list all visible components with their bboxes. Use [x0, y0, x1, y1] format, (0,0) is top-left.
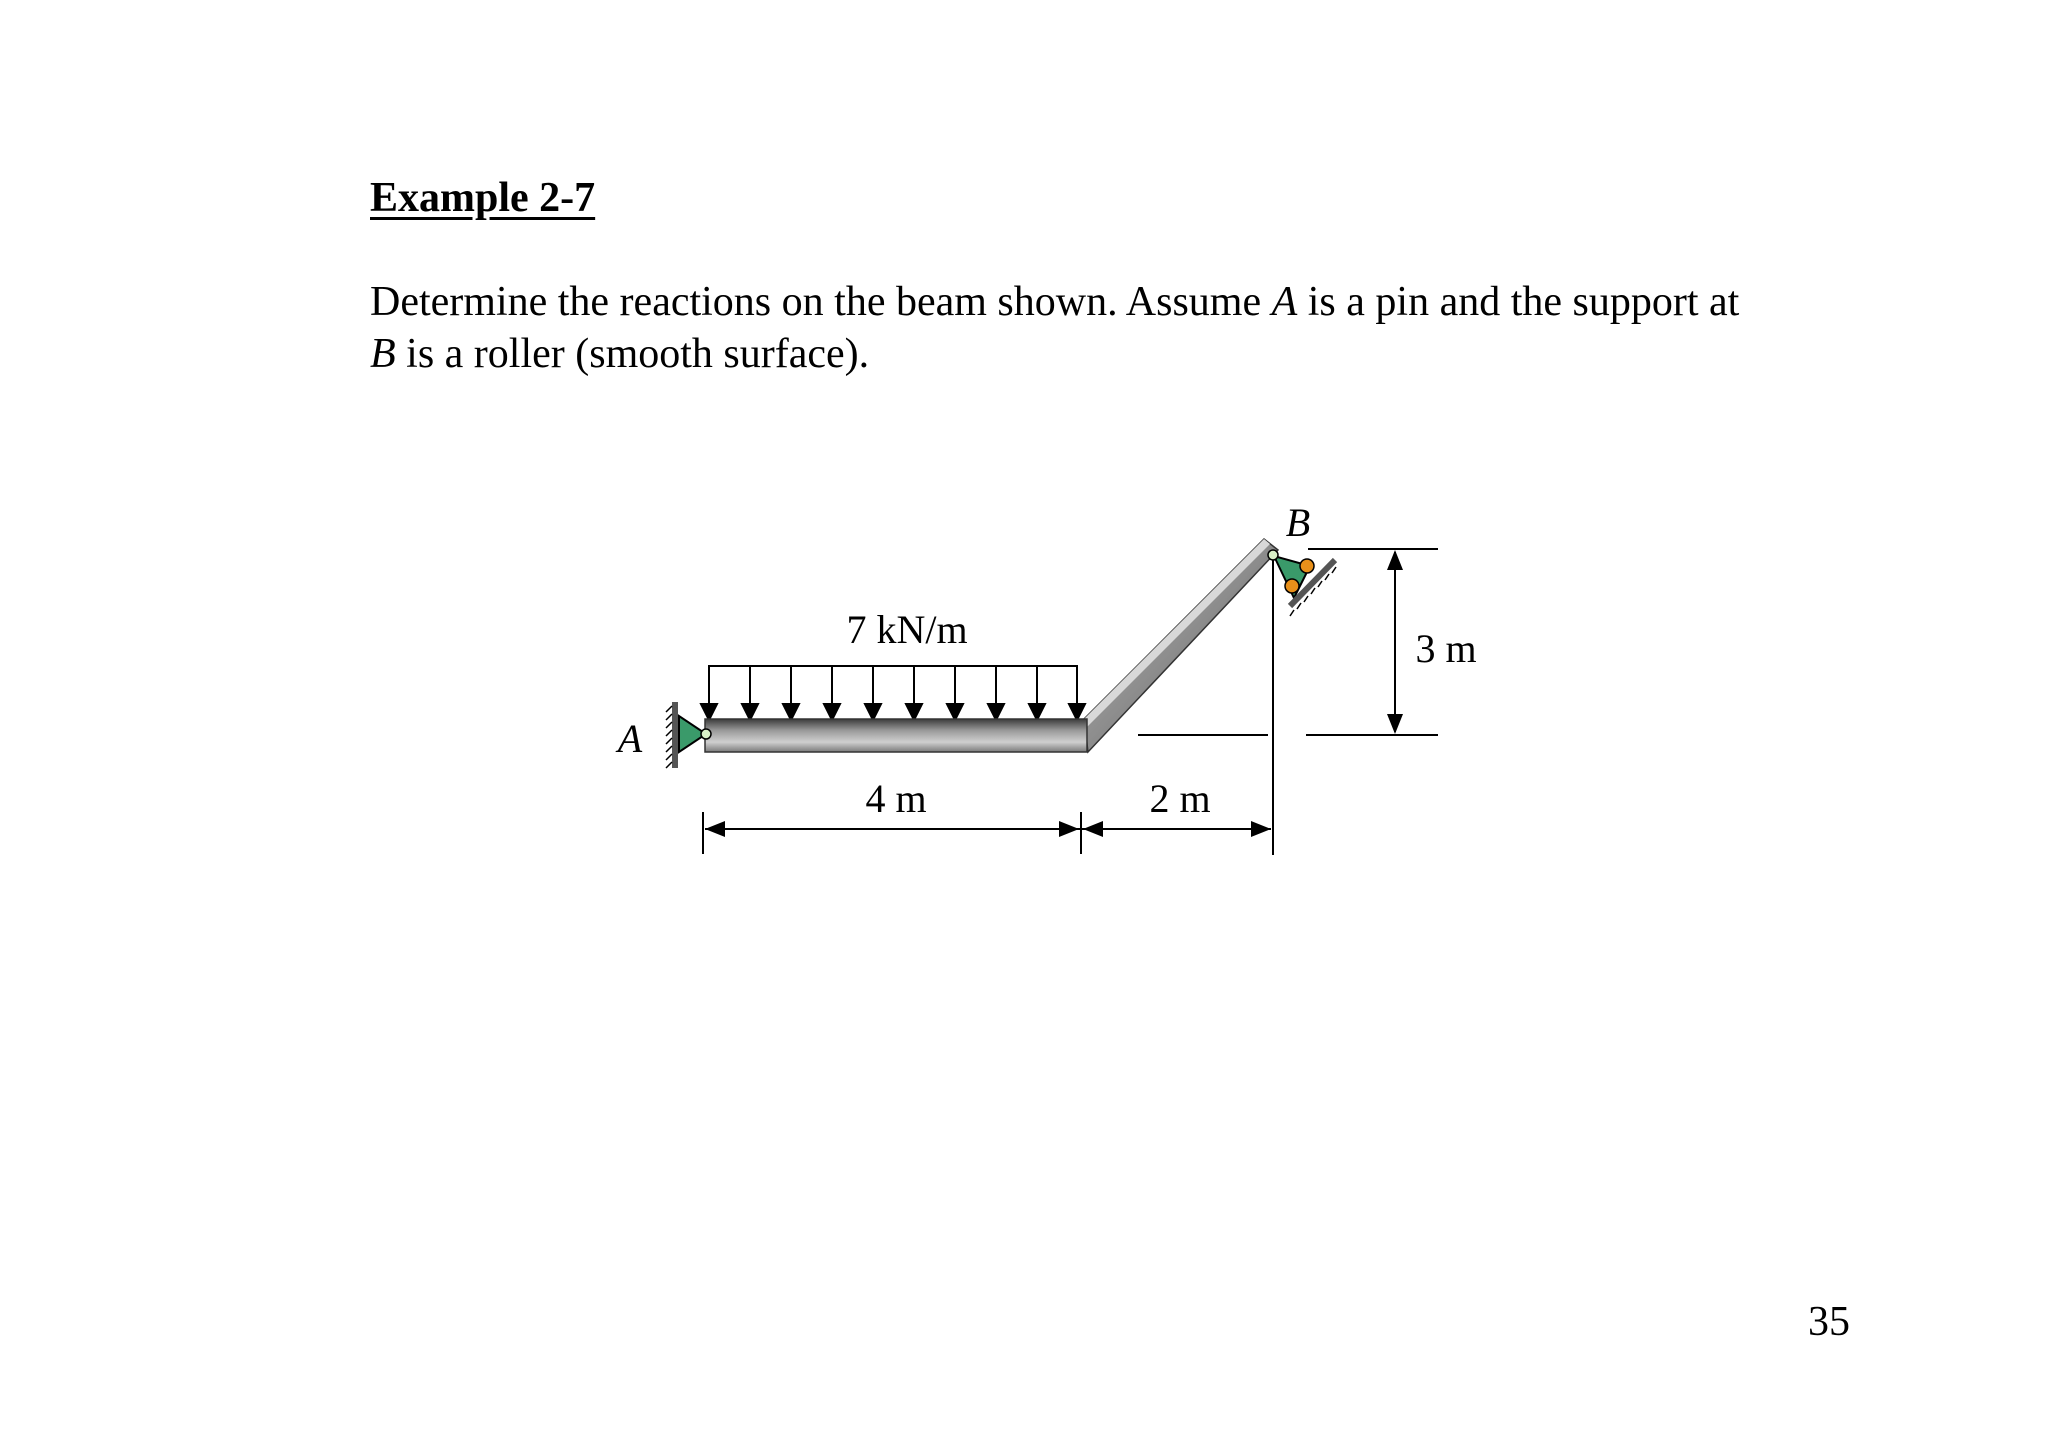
- variable-b: B: [370, 331, 396, 377]
- load-label: 7 kN/m: [846, 607, 968, 652]
- label-b: B: [1285, 500, 1311, 545]
- dimension-vertical-label: 3 m: [1415, 626, 1477, 671]
- pin-b: [1268, 550, 1278, 560]
- distributed-load: [701, 666, 1085, 720]
- example-heading: Example 2-7: [370, 175, 596, 221]
- load-arrows: [701, 666, 1085, 720]
- problem-text: is a pin and the support at: [1297, 279, 1740, 325]
- inclined-beam: [1084, 539, 1278, 752]
- roller-support-b: [1268, 550, 1336, 616]
- label-a: A: [617, 716, 643, 761]
- variable-a: A: [1271, 279, 1298, 325]
- dimension-vertical: [1387, 550, 1403, 734]
- roller-wheel-2: [1285, 579, 1299, 593]
- dimension-label-4m: 4 m: [865, 776, 927, 821]
- pin-a: [701, 729, 711, 739]
- page-number: 35: [1808, 1299, 1850, 1345]
- horizontal-beam: [705, 719, 1087, 752]
- problem-text: is a roller (smooth surface).: [395, 331, 870, 377]
- roller-wheel-1: [1300, 559, 1314, 573]
- wall-hatch-a: [672, 702, 678, 768]
- problem-text: Determine the reactions on the beam shown. Assume: [370, 279, 1272, 325]
- dimension-label-2m: 2 m: [1149, 776, 1211, 821]
